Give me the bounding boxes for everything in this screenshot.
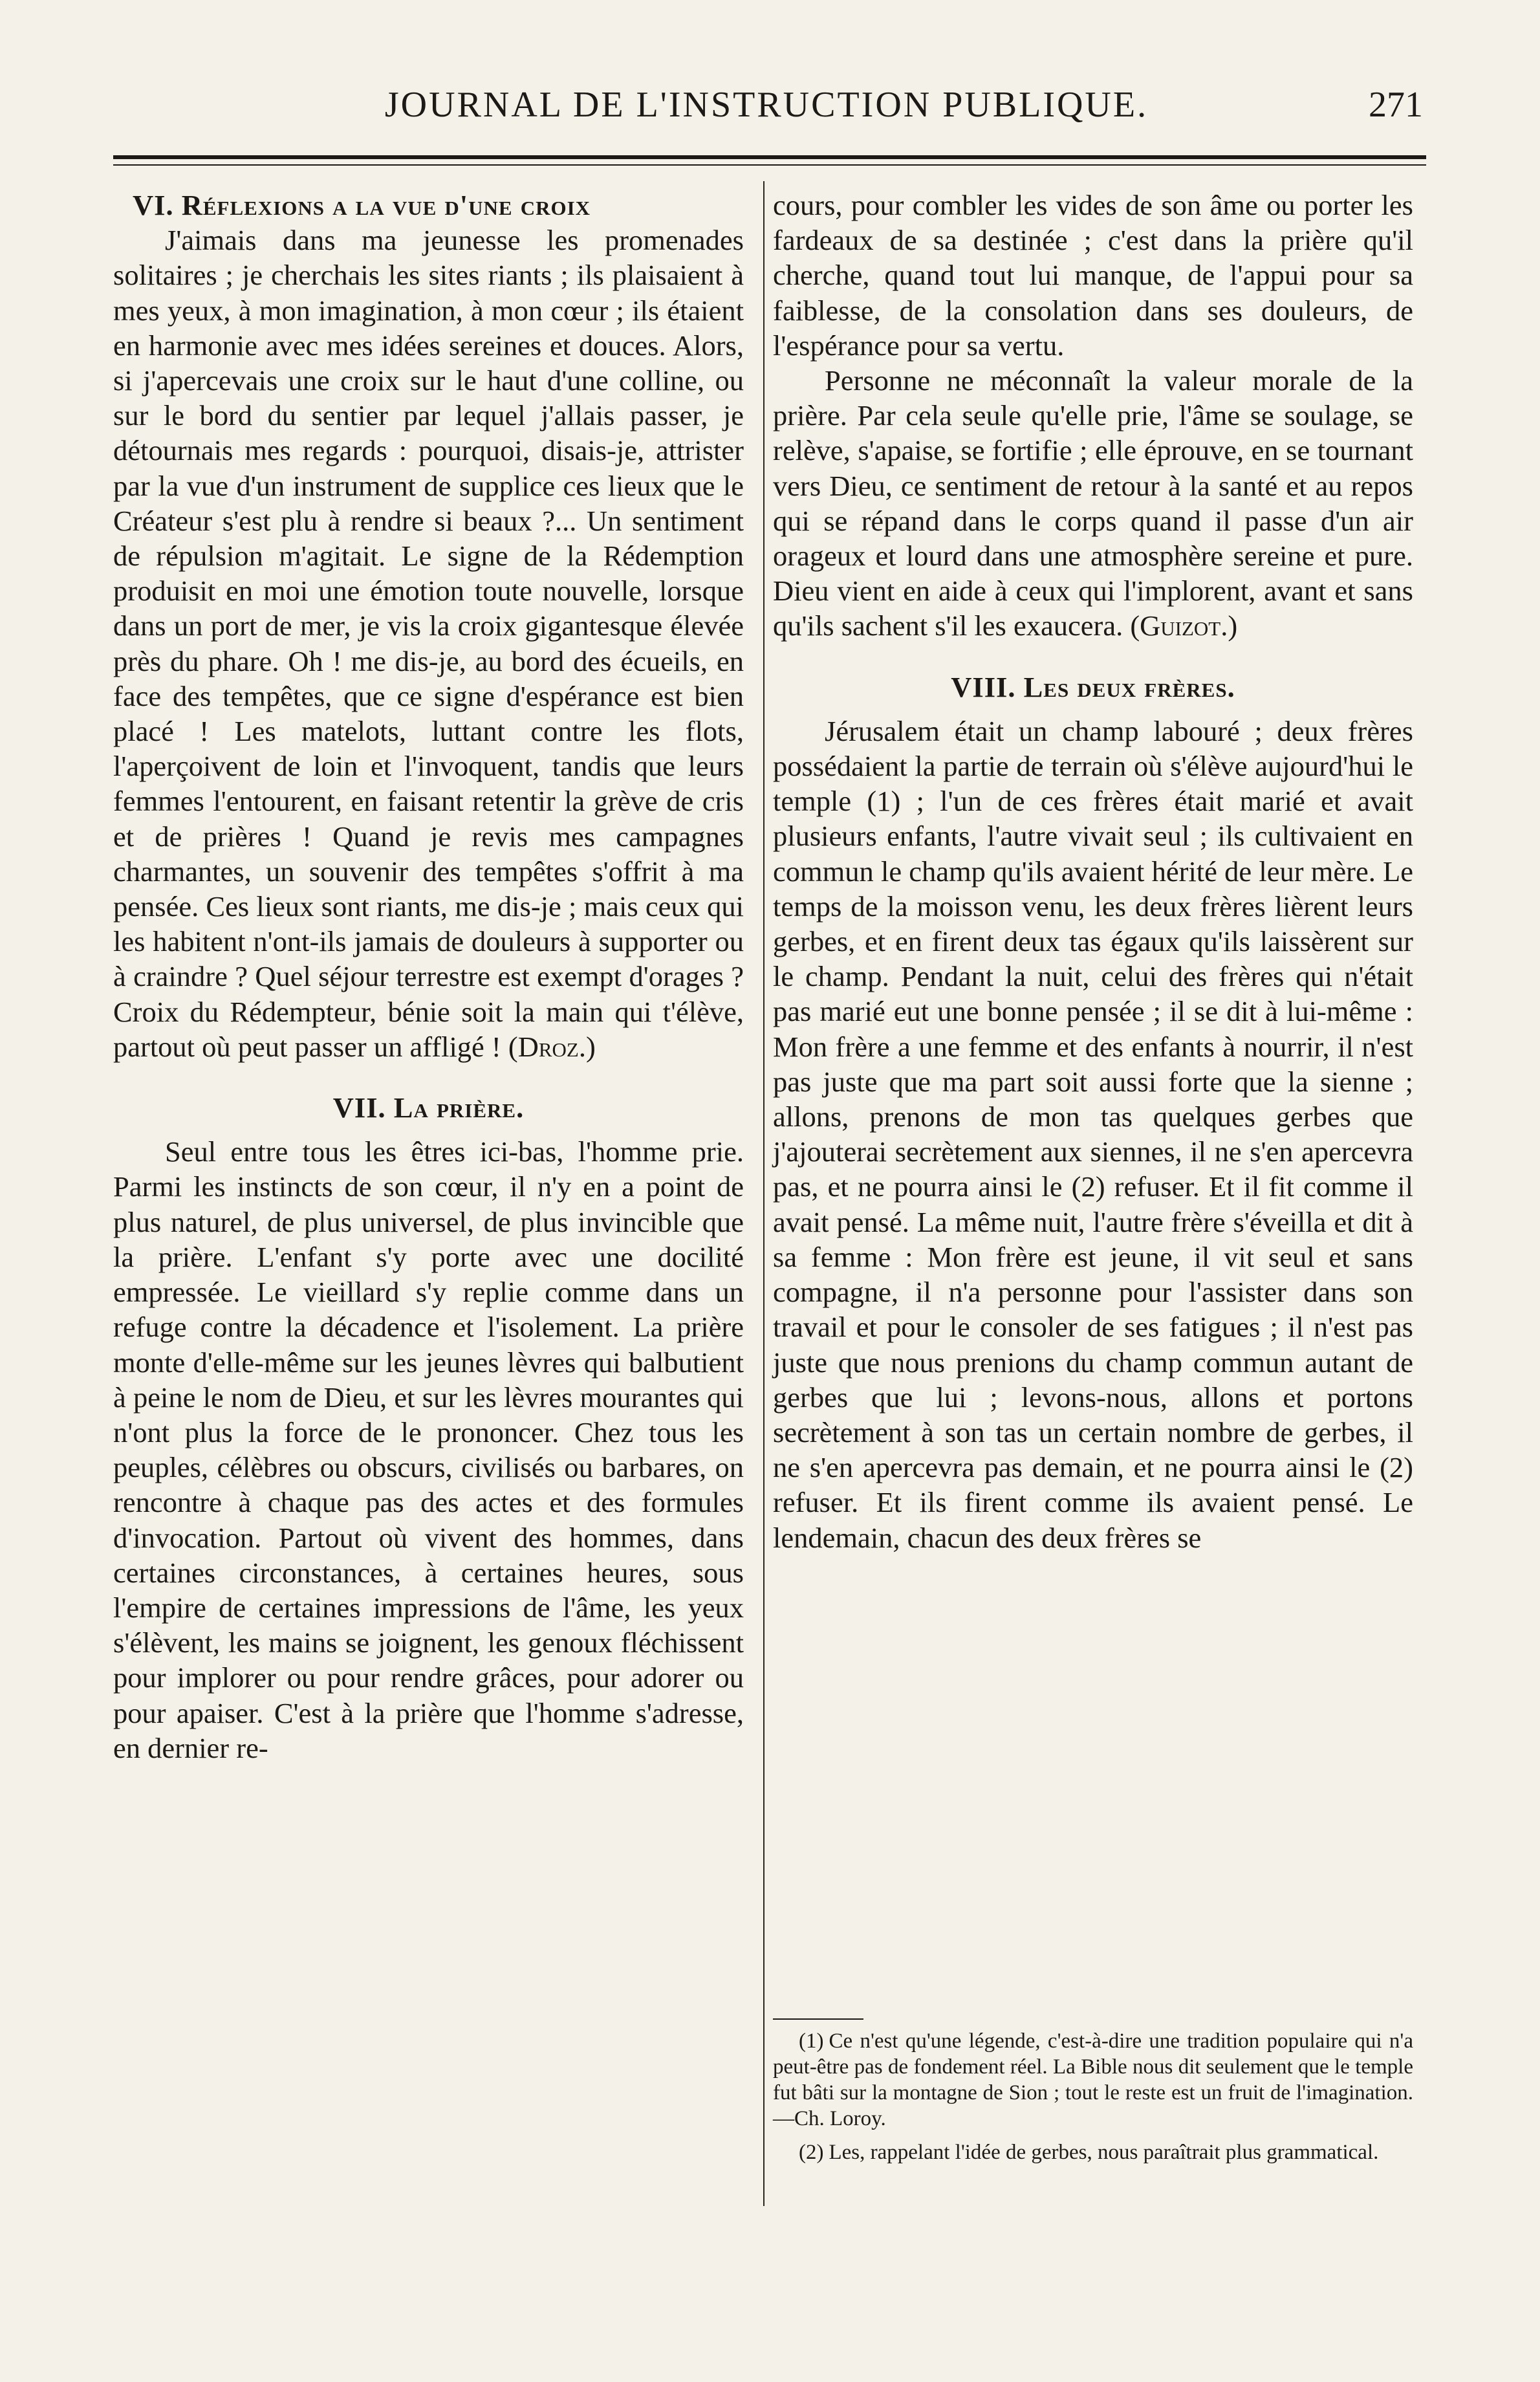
section-vii-paragraph: Seul entre tous les êtres ici-bas, l'homme prie. Parmi les instincts de son cœur, il n'y en a point de plus naturel, de plus universel, de plus invincible que la prière. L'enfant s'y porte avec une docilité empressée. Le vieillard s'y replie comme dans un refuge contre la décadence et l'isolement. La prière monte d'elle-même sur les jeunes lèvres qui balbutient à peine le nom de Dieu, et sur les lèvres mourantes qui n'ont plus la force de le prononcer. Chez tous les peuples, célèbres ou obscurs, civilisés ou barbares, on rencontre à chaque pas des actes et des formules d'invocation. Partout où vivent des hommes, dans certaines circonstances, à certaines heures, sous l'empire de certaines impressions de l'âme, les yeux s'élèvent, les mains se joignent, les genoux fléchissent pour implorer ou pour rendre grâces, pour adorer ou pour apaiser. C'est à la prière que l'homme s'adresse, en dernier re- [113,1135,744,1764]
right-column [773,188,1413,1555]
footnote-2-mark: (2) [799,2141,824,2164]
section-vii-para2-text: Personne ne méconnaît la valeur morale de la prière. Par cela seule qu'elle prie, l'âme se soulage, se relève, s'apaise, se fortifie ; elle éprouve, en se tournant vers Dieu, ce sentiment de retour à la santé et au repos qui se répand dans le corps quand il passe d'un air orageux et lourd dans une atmosphère sereine et pure. Dieu vient en aide à ceux qui l'implorent, avant et sans qu'ils sachent s'il les exaucera. ( [773,364,1413,642]
column-divider [763,181,765,2206]
running-title: JOURNAL DE L'INSTRUCTION PUBLIQUE. [384,85,1149,125]
section-vii-close: .) [1220,609,1238,642]
header-rule-thin [113,164,1426,166]
section-title-vii: VII. La prière. [332,1091,525,1124]
section-vi-paragraph [113,223,744,1064]
footnote-2 [773,2139,1413,2165]
page-number: 271 [1369,85,1423,125]
footnote-rule [773,2018,863,2020]
section-vi-author: Droz [517,1030,579,1063]
footnote-1-text: Ce n'est qu'une légende, c'est-à-dire une tradition populaire qui n'a peut-être pas de fondement réel. La Bible nous dit seulement que le temple fut bâti sur la montagne de Sion ; tout le reste est un fruit de l'imagination.—Ch. Loroy. [773,2029,1413,2130]
page-header [110,84,1423,136]
section-title-vi: VI. Réflexions a la vue d'une croix [133,189,591,221]
footnotes [773,2028,1413,2173]
section-title-viii: VIII. Les deux frères. [951,670,1235,703]
section-vii-author: Guizot [1140,609,1221,642]
footnote-2-text: Les, rappelant l'idée de gerbes, nous paraîtrait plus grammatical. [829,2141,1379,2164]
section-vii-paragraph-2 [773,363,1413,644]
header-rule-thick [113,155,1426,159]
footnote-1-mark: (1) [799,2029,824,2053]
section-viii-paragraph: Jérusalem était un champ labouré ; deux frères possédaient la partie de terrain où s'élève aujourd'hui le temple (1) ; l'un de ces frères était marié et avait plusieurs enfants, l'autre vivait seul ; ils cultivaient en commun le champ qu'ils avaient hérité de leur mère. Le temps de la moisson venu, les deux frères lièrent leurs gerbes, et en firent deux tas égaux qu'ils laissèrent sur le champ. Pendant la nuit, celui des frères qui n'était pas marié eut une bonne pensée ; il se dit à lui-même : Mon frère a une femme et des enfants à nourrir, il n'est pas juste que ma part soit aussi forte que la sienne ; allons, prenons de mon tas quelques gerbes que j'ajouterai secrètement aux siennes, il ne s'en apercevra pas, et ne pourra ainsi le (2) refuser. Et il fit comme il avait pensé. La même nuit, l'autre frère s'éveilla et dit à sa femme : Mon frère est jeune, il vit seul et sans compagne, il n'a personne pour l'assister dans son travail et pour le consoler de ses fatigues ; il n'est pas juste que nous prenions du champ commun autant de gerbes que lui ; levons-nous, allons et portons secrètement à son tas un certain nombre de gerbes, il ne s'en apercevra pas demain, et ne pourra ainsi le (2) refuser. Et ils firent comme ils avaient pensé. Le lendemain, chacun des deux frères se [773,714,1413,1554]
footnote-1 [773,2028,1413,2132]
section-vi-close: .) [578,1030,596,1063]
section-vii-continued: cours, pour combler les vides de son âme ou porter les fardeaux de sa destinée ; c'est dans la prière qu'il cherche, quand tout lui manque, de l'appui pour sa faiblesse, de la consolation dans ses douleurs, de l'espérance pour sa vertu. [773,189,1413,362]
left-column [113,188,744,1765]
section-vi-text: J'aimais dans ma jeunesse les promenades solitaires ; je cherchais les sites riants ; ils plaisaient à mes yeux, à mon imagination, à mon cœur ; ils étaient en harmonie avec mes idées sereines et douces. Alors, si j'apercevais une croix sur le haut d'une colline, ou sur le bord du sentier par lequel j'allais passer, je détournais mes regards : pourquoi, disais-je, attrister par la vue d'un instrument de supplice ces lieux que le Créateur s'est plu à rendre si beaux ?... Un sentiment de répulsion m'agitait. Le signe de la Rédemption produisit en moi une émotion toute nouvelle, lorsque dans un port de mer, je vis la croix gigantesque élevée près du phare. Oh ! me dis-je, au bord des écueils, en face des tempêtes, que ce signe d'espérance est bien placé ! Les matelots, luttant contre les flots, l'aperçoivent de loin et l'invoquent, tandis que leurs femmes l'entourent, en faisant retentir la grève de cris et de prières ! Quand je revis mes campagnes charmantes, un souvenir des tempêtes s'offrit à ma pensée. Ces lieux sont riants, me dis-je ; mais ceux qui les habitent n'ont-ils jamais de douleurs à supporter ou à craindre ? Quel séjour terrestre est exempt d'orages ? Croix du Rédempteur, bénie soit la main qui t'élève, partout où peut passer un affligé ! ( [113,224,744,1063]
